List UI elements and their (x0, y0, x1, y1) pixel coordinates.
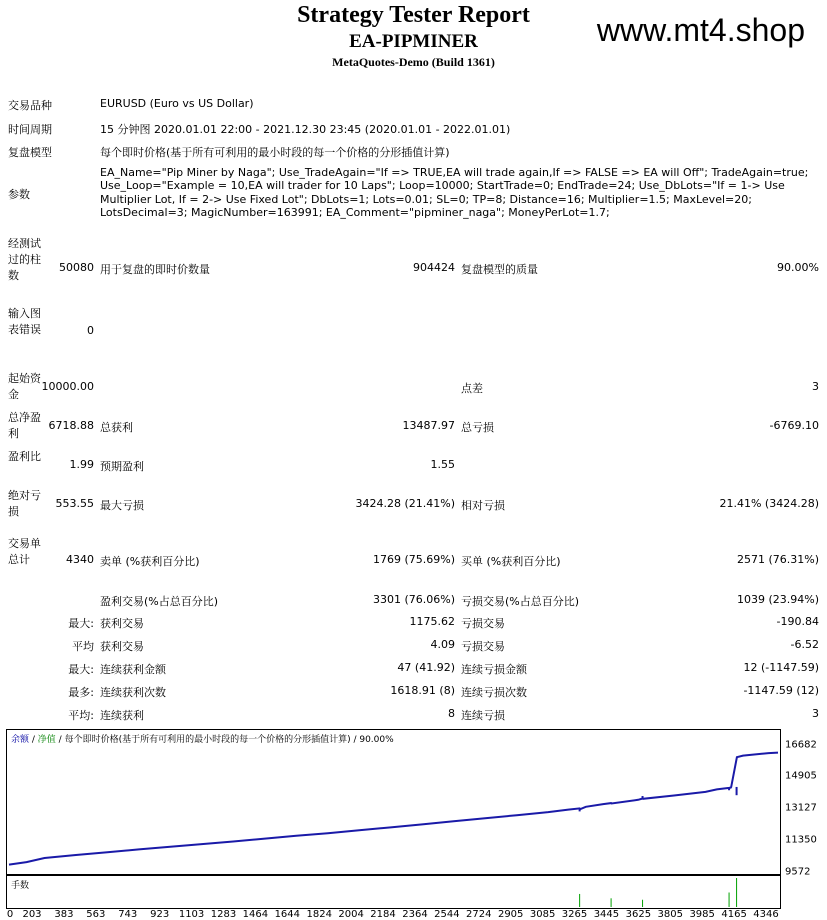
params-value: EA_Name="Pip Miner by Naga"; Use_TradeAgain="If => TRUE,EA will trade again,If => FALSE => EA will Off"; TradeAgain=true; Use_Loop="Example = 10,EA will trader for 10 Laps"; Loop=10000; StartTrade=0; EndTrade=24; Use_DbLots="If = 1-> Use Multiplier Lot, If = 2-> Use Fixed Lot"; DbLots=1; Lots=0.01; SL=0; TP=8; Distance=16; Multiplier=1.5; MaxLevel=20; LotsDecimal=3; MagicNumber=163991; EA_Comment="pipminer_naga"; MoneyPerLot=1.7; (100, 166, 809, 219)
x-tick-label: 1824 (306, 909, 332, 920)
long-value: 2571 (76.31%) (736, 553, 819, 566)
average-prefix: 平均 (72, 640, 94, 653)
x-tick-label: 3445 (593, 909, 620, 920)
x-tick-label: 563 (86, 909, 106, 920)
y-tick-label: 16682 (785, 739, 817, 751)
short-value: 1769 (75.69%) (372, 553, 455, 566)
avg-consec-loss-label: 连续亏损 (461, 709, 505, 722)
largest-prefix: 最大: (68, 617, 94, 630)
report-title: Strategy Tester Report (297, 2, 530, 28)
spread-label: 点差 (461, 382, 483, 395)
payoff-value: 1.55 (430, 458, 455, 471)
grossloss-label: 总亏损 (461, 421, 494, 434)
y-tick-label: 9572 (785, 866, 811, 878)
most-prefix: 最多: (68, 686, 94, 699)
volume-label: 手数 (11, 881, 30, 891)
max-consec-loss-value: 12 (-1147.59) (743, 661, 819, 674)
x-tick-label: 1644 (274, 909, 301, 920)
x-tick-label: 1103 (178, 909, 205, 920)
legend-balance: 余额 (11, 735, 30, 745)
x-tick-label: 383 (54, 909, 74, 920)
profit-trades-label: 盈利交易(%占总百分比) (100, 595, 219, 608)
y-tick-label: 11350 (785, 834, 817, 846)
x-axis (0, 906, 827, 920)
ticks-label: 用于复盘的即时价数量 (100, 263, 210, 276)
y-tick-label: 14905 (785, 770, 817, 782)
deposit-label: 起始资金 (8, 372, 41, 401)
long-label: 买单 (%获利百分比) (461, 555, 561, 568)
mismatch-label: 输入图表错误 (8, 307, 41, 336)
maxdd-label: 最大亏损 (100, 499, 144, 512)
max-consec-win-value: 47 (41.92) (397, 661, 455, 674)
grossprofit-value: 13487.97 (402, 419, 455, 432)
x-tick-label: 3085 (529, 909, 556, 920)
grossprofit-label: 总获利 (100, 421, 133, 434)
netprofit-label: 总净盈利 (8, 411, 41, 440)
x-tick-label: 3805 (657, 909, 683, 920)
report-subtitle: EA-PIPMINER (349, 31, 478, 52)
avg-profit-value: 4.09 (430, 638, 455, 651)
watermark: www.mt4.shop (596, 12, 805, 48)
avg-loss-value: -6.52 (790, 638, 819, 651)
avg-consec-loss-value: 3 (812, 707, 819, 720)
x-tick-label: 1464 (242, 909, 269, 920)
deposit-value: 10000.00 (41, 380, 94, 393)
volume-chart (6, 875, 781, 909)
avg-consec-win-label: 连续获利 (100, 709, 144, 722)
y-tick-label: 13127 (785, 802, 817, 814)
legend-quality: 90.00% (359, 735, 394, 745)
largest-loss-label: 亏损交易 (461, 617, 505, 630)
legend-sep-3: / (350, 735, 360, 745)
x-tick-label: 2724 (466, 909, 492, 920)
volume-plot (7, 876, 780, 908)
max-consec-lossamt-label: 连续亏损次数 (461, 686, 527, 699)
grossloss-value: -6769.10 (769, 419, 819, 432)
max-consec-profit-value: 1618.91 (8) (390, 684, 455, 697)
x-tick-label: 2364 (402, 909, 428, 920)
max-consec-win-label: 连续获利金额 (100, 663, 166, 676)
x-tick-label: 923 (150, 909, 170, 920)
x-tick-label: 743 (118, 909, 138, 920)
x-tick-label: 4165 (721, 909, 747, 920)
loss-trades-value: 1039 (23.94%) (736, 593, 819, 606)
maxdd-value: 3424.28 (21.41%) (355, 497, 455, 510)
loss-trades-label: 亏损交易(%占总百分比) (461, 595, 580, 608)
largest-profit-value: 1175.62 (409, 615, 455, 628)
model-label: 复盘模型 (8, 146, 52, 159)
params-label: 参数 (8, 188, 30, 201)
x-tick-label: 2184 (370, 909, 396, 920)
x-tick-label: 3985 (689, 909, 715, 920)
avg-loss-label: 亏损交易 (461, 640, 505, 653)
trades-label: 交易单总计 (8, 537, 41, 566)
trades-value: 4340 (66, 553, 94, 566)
largest-profit-label: 获利交易 (100, 617, 144, 630)
reldd-label: 相对亏损 (461, 499, 505, 512)
balance-chart (6, 729, 781, 875)
y-axis (781, 729, 827, 909)
largest-loss-value: -190.84 (776, 615, 819, 628)
pf-value: 1.99 (69, 458, 94, 471)
max-consec-prefix: 最大: (68, 663, 94, 676)
payoff-label: 预期盈利 (100, 460, 144, 473)
x-tick-label: 3265 (561, 909, 588, 920)
legend-sep-2: / (55, 735, 65, 745)
netprofit-value: 6718.88 (48, 419, 94, 432)
period-label: 时间周期 (8, 123, 52, 136)
x-tick-label: 2905 (497, 909, 524, 920)
legend-equity: 净值 (37, 735, 56, 745)
x-tick-label: 4346 (753, 909, 779, 920)
quality-value: 90.00% (777, 261, 819, 274)
x-tick-label: 0 (6, 909, 14, 920)
x-tick-label: 203 (22, 909, 42, 920)
report-build: MetaQuotes-Demo (Build 1361) (332, 55, 495, 69)
x-tick-label: 2004 (338, 909, 364, 920)
avg-profit-label: 获利交易 (100, 640, 144, 653)
max-consec-lossamt-value: -1147.59 (12) (743, 684, 819, 697)
absdd-label: 绝对亏损 (8, 489, 41, 518)
avg-consec-win-value: 8 (448, 707, 455, 720)
x-tick-label: 3625 (625, 909, 652, 920)
bars-label: 经测试过的柱数 (8, 237, 41, 282)
balance-line (9, 753, 778, 865)
absdd-value: 553.55 (55, 497, 94, 510)
avg-consec-prefix: 平均: (68, 709, 94, 722)
legend-model: 每个即时价格(基于所有可利用的最小时段的每一个价格的分形插值计算) (64, 735, 351, 745)
spread-value: 3 (812, 380, 819, 393)
symbol-label: 交易品种 (8, 99, 52, 112)
symbol-value: EURUSD (Euro vs US Dollar) (100, 97, 254, 110)
mismatch-value: 0 (87, 324, 94, 337)
quality-label: 复盘模型的质量 (461, 263, 538, 276)
ticks-value: 904424 (413, 261, 455, 274)
x-tick-label: 1283 (210, 909, 237, 920)
max-consec-loss-label: 连续亏损金额 (461, 663, 527, 676)
legend-sep-1: / (29, 735, 38, 745)
reldd-value: 21.41% (3424.28) (719, 497, 819, 510)
balance-plot (7, 730, 780, 874)
profit-trades-value: 3301 (76.06%) (372, 593, 455, 606)
max-consec-profit-label: 连续获利次数 (100, 686, 166, 699)
short-label: 卖单 (%获利百分比) (100, 555, 200, 568)
bars-value: 50080 (59, 261, 94, 274)
x-tick-label: 2544 (434, 909, 460, 920)
pf-label: 盈利比 (8, 450, 41, 463)
period-value: 15 分钟图 2020.01.01 22:00 - 2021.12.30 23:45 (2020.01.01 - 2022.01.01) (100, 123, 511, 136)
model-value: 每个即时价格(基于所有可利用的最小时段的每一个价格的分形插值计算) (100, 146, 450, 159)
